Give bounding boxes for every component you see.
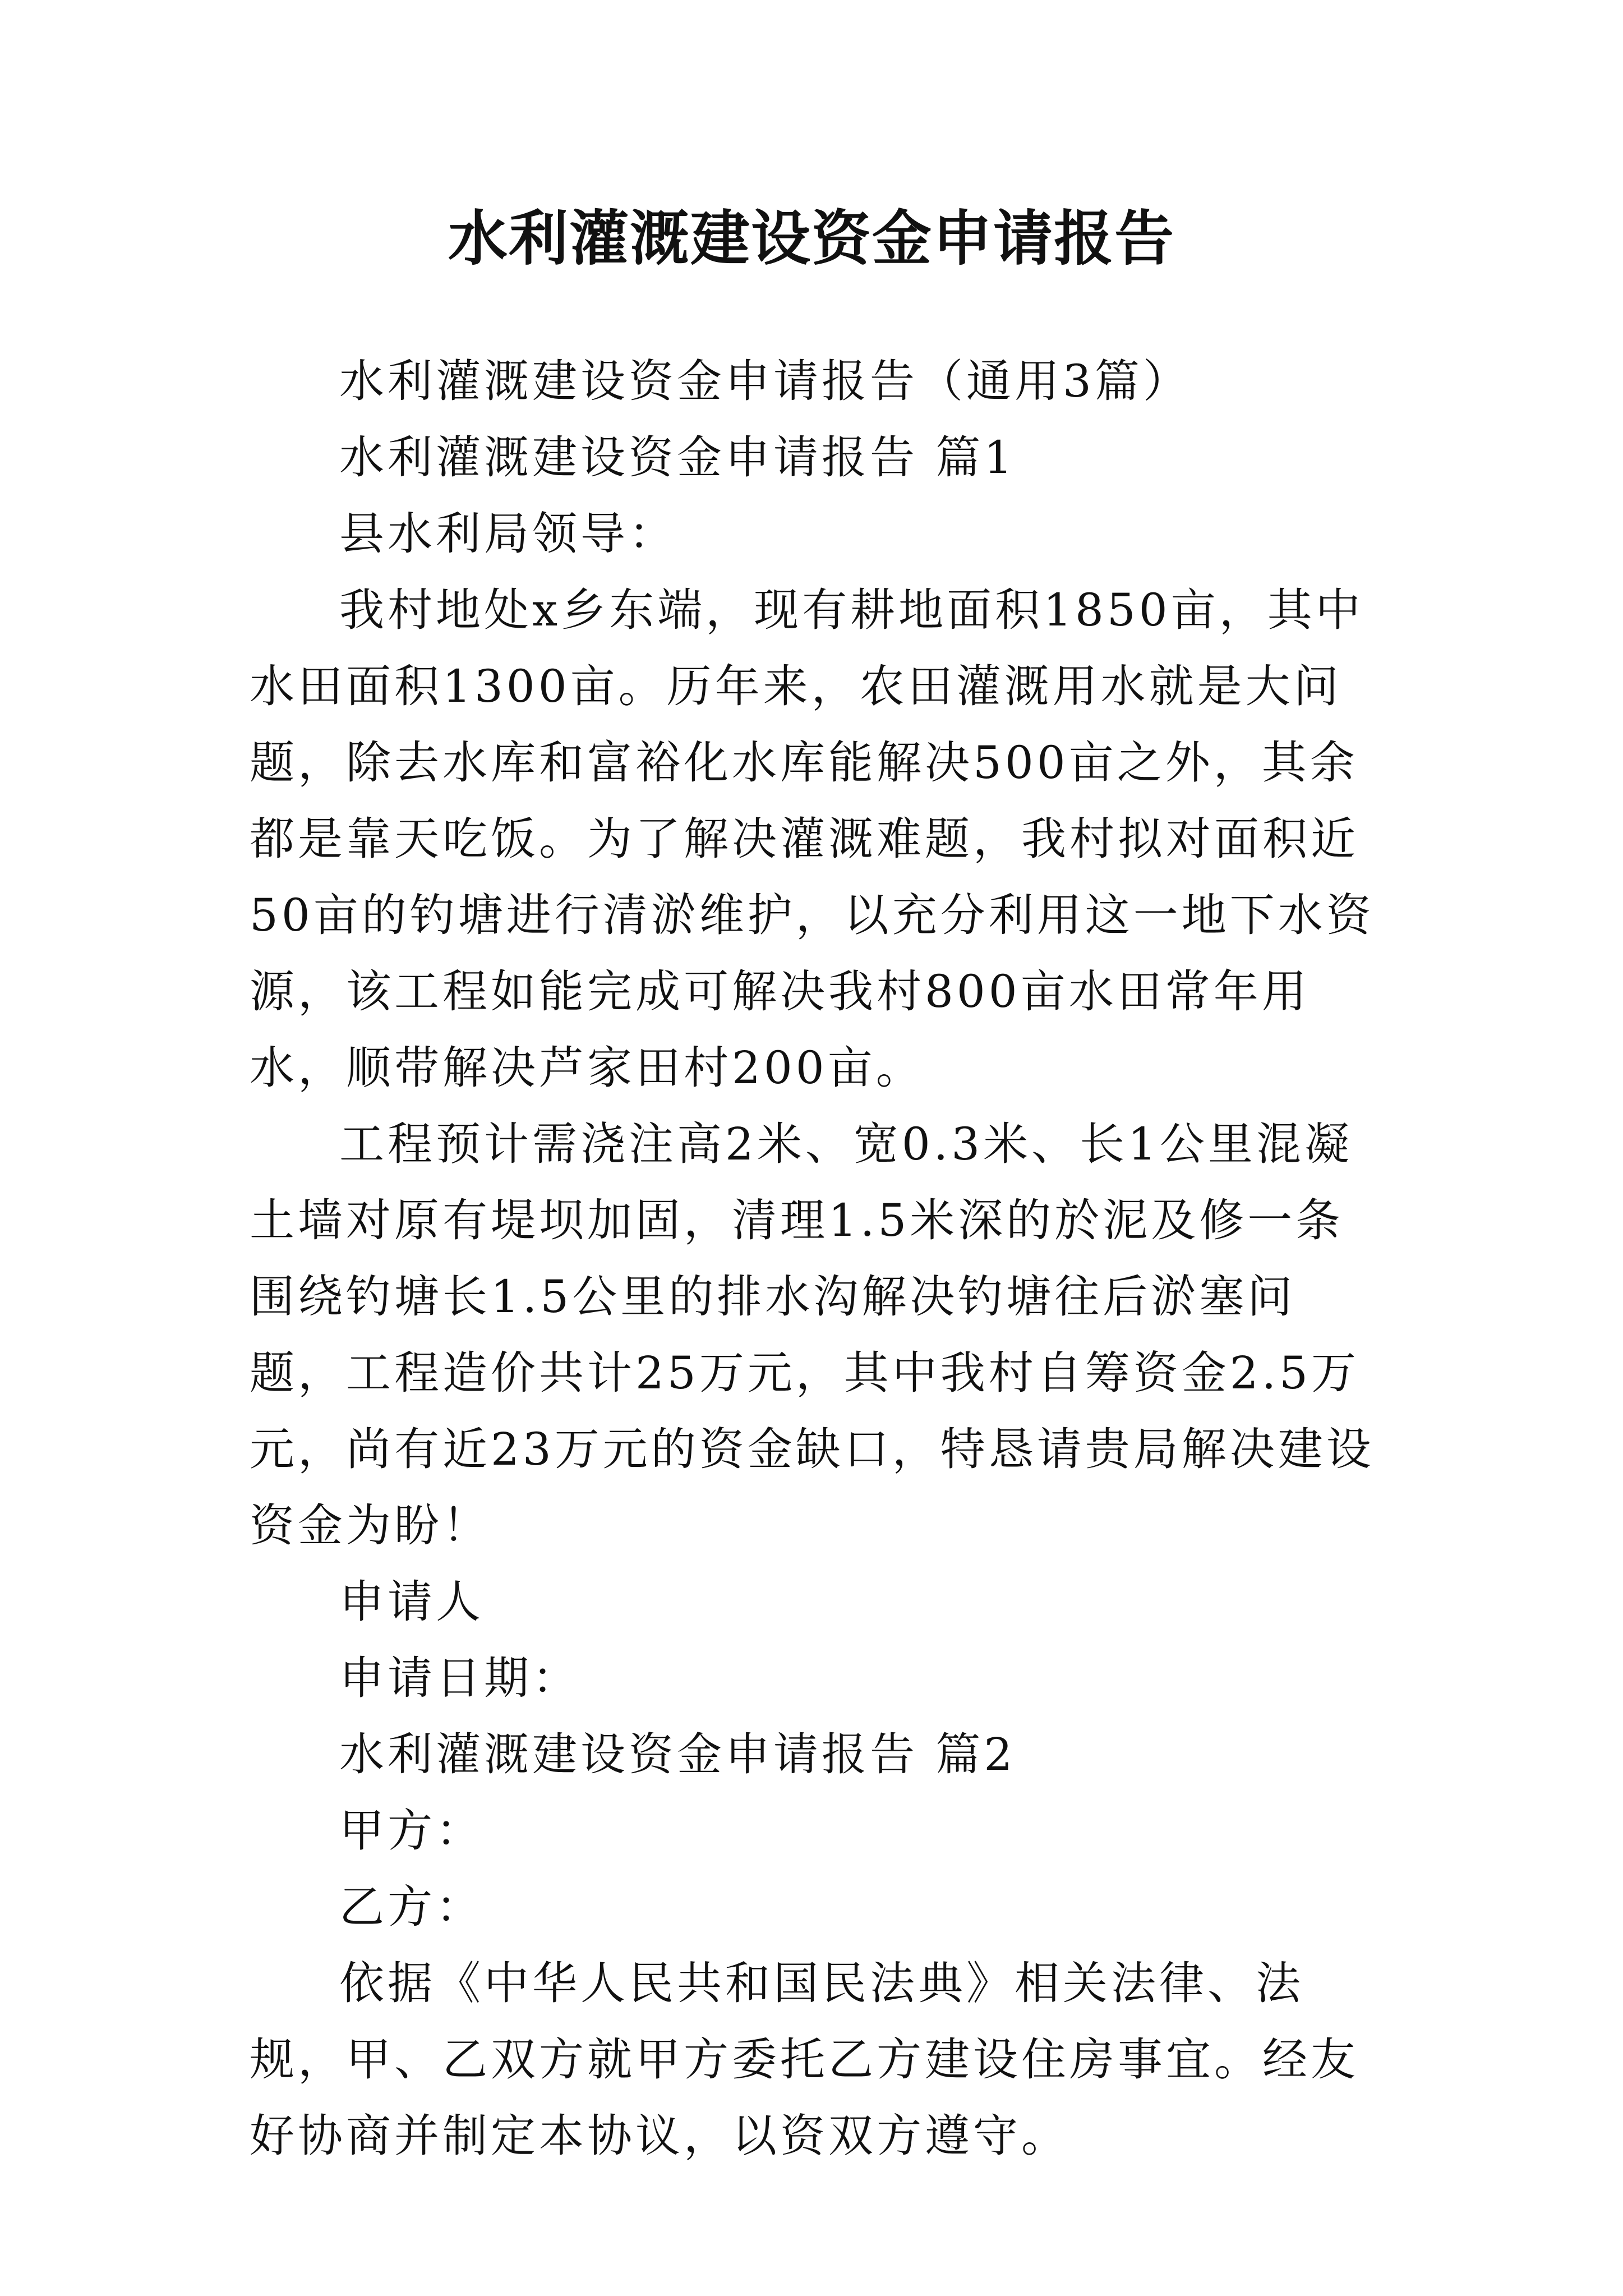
paragraph-agreement-intro: 依据《中华人民共和国民法典》相关法律、法规，甲、乙双方就甲方委托乙方建设住房事宜。经友好协商并制定本协议，以资双方遵守。 (250, 1957, 1359, 2162)
paragraph-background: 我村地处x乡东端，现有耕地面积1850亩，其中水田面积1300亩。历年来，农田灌溉用水就是大问题，除去水库和富裕化水库能解决500亩之外，其余都是靠天吃饭。为了解决灌溉难题，我村拟对面积近50亩的钓塘进行清淤维护，以充分利用这一地下水资源，该工程如能完成可解决我村800亩水田常年用水，顺带解决芦家田村200亩。 (250, 584, 1375, 1094)
paragraph-salutation: 县水利局领导： (339, 508, 677, 560)
paragraph-application-date: 申请日期： (339, 1652, 580, 1704)
document-body (250, 343, 1388, 2174)
paragraph-section-2-heading: 水利灌溉建设资金申请报告 篇2 (339, 1728, 1016, 1780)
paragraph-collection-title: 水利灌溉建设资金申请报告（通用3篇） (339, 355, 1191, 407)
paragraph-party-b: 乙方： (339, 1881, 484, 1933)
paragraph-section-1-heading: 水利灌溉建设资金申请报告 篇1 (339, 431, 1016, 484)
paragraph-project-cost: 工程预计需浇注高2米、宽0.3米、长1公里混凝土墙对原有堤坝加固，清理1.5米深的於泥及修一条围绕钓塘长1.5公里的排水沟解决钓塘往后淤塞问题，工程造价共计25万元，其中我村自筹资金2.5万元，尚有近23万元的资金缺口，特恳请贵局解决建设资金为盼！ (250, 1118, 1375, 1552)
paragraph-applicant: 申请人 (339, 1576, 484, 1628)
document-title: 水利灌溉建设资金申请报告 (448, 203, 1175, 273)
paragraph-party-a: 甲方： (339, 1805, 484, 1857)
